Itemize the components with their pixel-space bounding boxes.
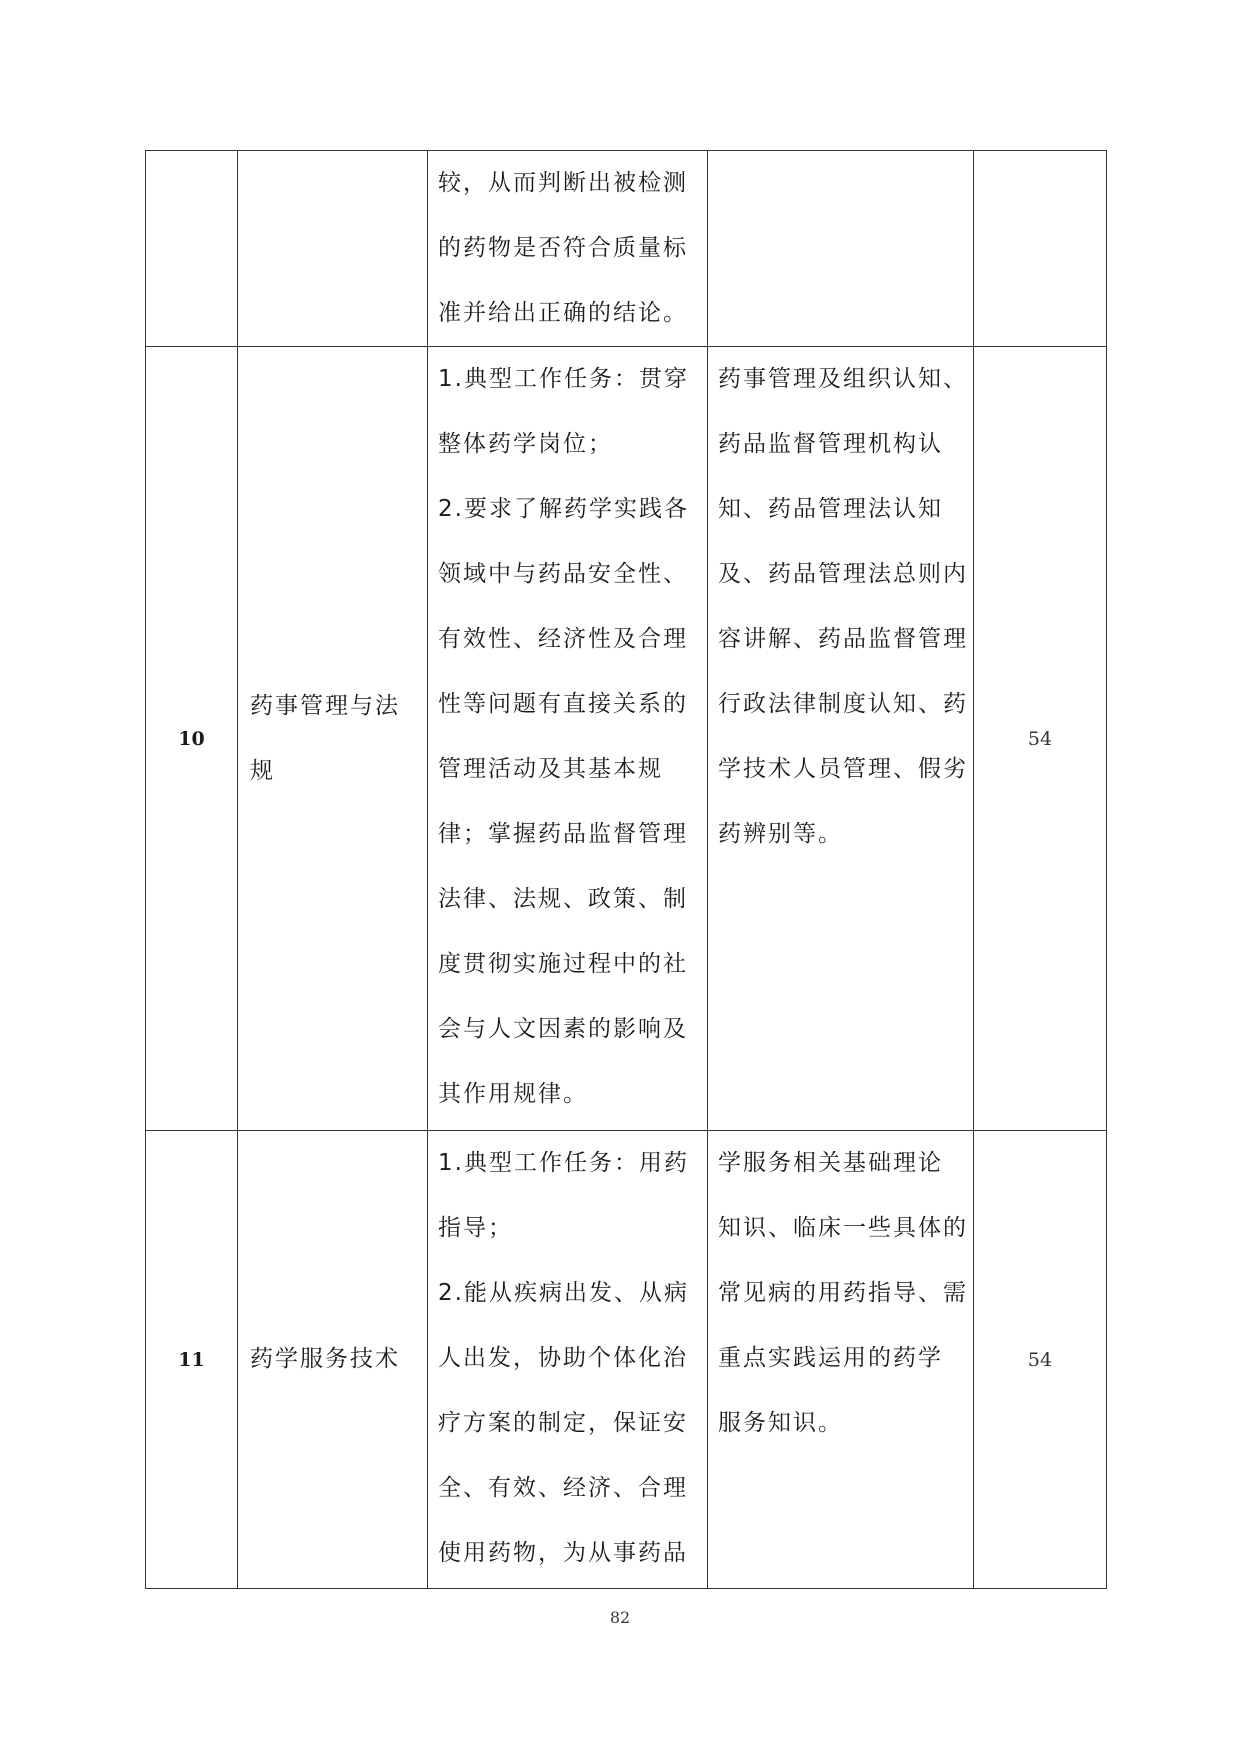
- requirement-line: 疗方案的制定，保证安: [438, 1410, 688, 1436]
- requirement-line: 会与人文因素的影响及: [438, 1016, 688, 1042]
- table-row: [146, 151, 1107, 347]
- content-line: 药辨别等。: [718, 821, 843, 847]
- requirement-cell: [428, 1131, 708, 1589]
- requirement-line: 有效性、经济性及合理: [438, 626, 688, 652]
- course-name: [238, 347, 428, 1131]
- course-name-line: 药事管理与法: [250, 692, 400, 719]
- requirement-line: 全、有效、经济、合理: [438, 1475, 688, 1501]
- content-line: 重点实践运用的药学: [718, 1345, 943, 1371]
- table-row: [146, 1131, 1107, 1589]
- requirement-line: 律；掌握药品监督管理: [438, 821, 688, 847]
- content-line: 学服务相关基础理论: [718, 1150, 943, 1176]
- requirement-line: 其作用规律。: [438, 1081, 588, 1107]
- table-row: [146, 347, 1107, 1131]
- requirement-line: 指导；: [438, 1215, 513, 1241]
- page-number: 82: [609, 1608, 631, 1627]
- requirement-line: 1.典型工作任务：用药: [438, 1150, 689, 1176]
- row-number: [146, 151, 238, 347]
- requirement-line: 法律、法规、政策、制: [438, 886, 688, 912]
- course-table: [145, 150, 1107, 1589]
- content-line: 常见病的用药指导、需: [718, 1280, 968, 1306]
- requirement-cell: [428, 151, 708, 347]
- hours-cell: [974, 151, 1107, 347]
- content-line: 容讲解、药品监督管理: [718, 626, 968, 652]
- content-line: 知、药品管理法认知: [718, 496, 943, 522]
- hours-cell: 54: [974, 347, 1107, 1131]
- content-line: 行政法律制度认知、药: [718, 691, 968, 717]
- requirement-line: 准并给出正确的结论。: [438, 300, 688, 326]
- requirement-line: 使用药物，为从事药品: [438, 1540, 688, 1566]
- content-line: 知识、临床一些具体的: [718, 1215, 968, 1241]
- requirement-line: 2.要求了解药学实践各: [438, 496, 689, 522]
- requirement-cell: [428, 347, 708, 1131]
- course-name-line: 规: [250, 757, 275, 784]
- row-number: 10: [146, 347, 238, 1131]
- course-name-line: 药学服务技术: [250, 1346, 400, 1372]
- requirement-line: 2.能从疾病出发、从病: [438, 1280, 689, 1306]
- requirement-line: 度贯彻实施过程中的社: [438, 951, 688, 977]
- requirement-line: 性等问题有直接关系的: [438, 691, 688, 717]
- content-line: 药事管理及组织认知、: [718, 366, 968, 392]
- content-line: 及、药品管理法总则内: [718, 561, 968, 587]
- content-line: 服务知识。: [718, 1410, 843, 1436]
- requirement-line: 整体药学岗位；: [438, 431, 613, 457]
- course-name: [238, 1131, 428, 1589]
- row-number: 11: [146, 1131, 238, 1589]
- content-line: 药品监督管理机构认: [718, 431, 943, 457]
- content-line: 学技术人员管理、假劣: [718, 756, 968, 782]
- requirement-line: 较，从而判断出被检测: [438, 170, 688, 196]
- requirement-line: 管理活动及其基本规: [438, 756, 663, 782]
- requirement-line: 人出发，协助个体化治: [438, 1345, 688, 1371]
- hours-cell: 54: [974, 1131, 1107, 1589]
- requirement-line: 领域中与药品安全性、: [438, 561, 688, 587]
- requirement-line: 的药物是否符合质量标: [438, 235, 688, 261]
- requirement-line: 1.典型工作任务：贯穿: [438, 366, 689, 392]
- content-cell: [708, 347, 974, 1131]
- course-name: [238, 151, 428, 347]
- content-cell: [708, 151, 974, 347]
- content-cell: [708, 1131, 974, 1589]
